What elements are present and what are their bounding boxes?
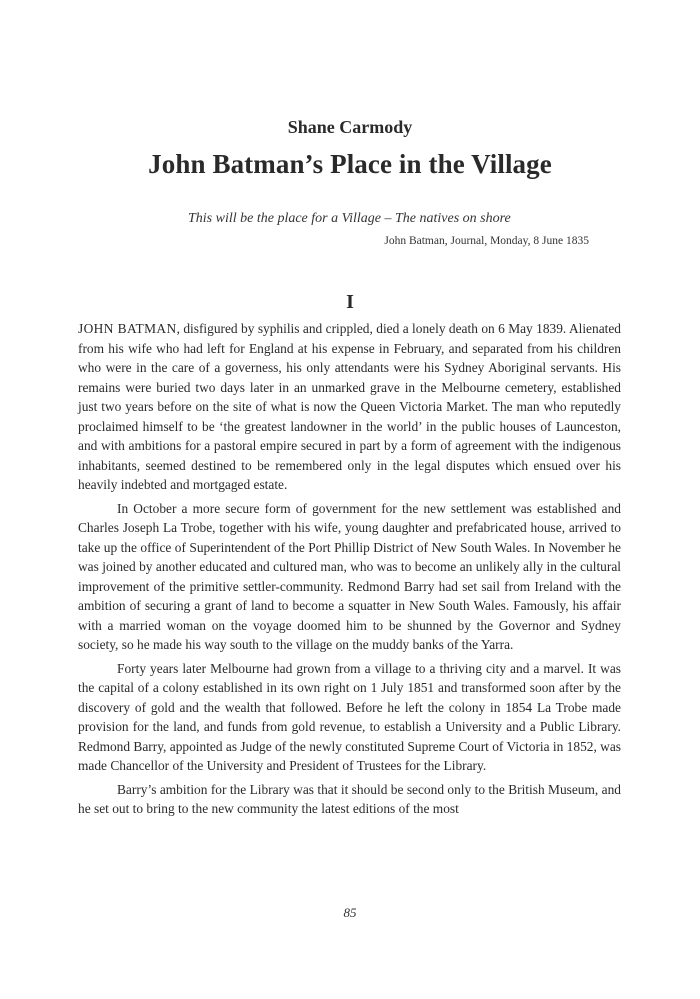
paragraph-1-text: , disfigured by syphilis and crippled, died a lonely death on 6 May 1839. Alienated from his wife who had left for England at his expense in February, and separated from his children who were in the care of a governess, his only attendants were his Sydney Aboriginal servants. His remains were buried two days later in an unmarked grave in the Melbourne cemetery, established just two years before on the site of what is now the Queen Victoria Market. The man who reputedly proclaimed himself to be ‘the greatest landowner in the world’ in the public houses of Launceston, and with ambitions for a pastoral empire secured in part by a form of agreement with the indigenous inhabitants, seemed destined to be remembered only in the legal disputes which ensued over his heavily indebted and mortgaged estate. bbox=[78, 321, 621, 492]
paragraph-4: Barry’s ambition for the Library was that it should be second only to the British Museum, and he set out to bring to the new community the latest editions of the most bbox=[78, 781, 621, 816]
chapter-title: John Batman’s Place in the Village bbox=[148, 149, 552, 179]
paragraph-3: Forty years later Melbourne had grown from a village to a thriving city and a marvel. It was the capital of a colony established in its own right on 1 July 1851 and transformed soon after by the discovery of gold and the wealth that followed. Before he left the colony in 1854 La Trobe made provision for the land, and funds from gold revenue, to establish a University and a Public Library. Redmond Barry, appointed as Judge of the newly constituted Supreme Court of Victoria in 1852, was made Chancellor of the University and President of Trustees for the Library. bbox=[78, 660, 621, 773]
page-number: 85 bbox=[343, 905, 357, 920]
epigraph-source: John Batman, Journal, Monday, 8 June 1835 bbox=[384, 235, 589, 247]
paragraph-lead: JOHN BATMAN bbox=[78, 321, 177, 336]
paragraph-2: In October a more secure form of government for the new settlement was established and Charles Joseph La Trobe, together with his wife, young daughter and prefabricated house, arrived to take up the office of Superintendent of the Port Phillip District of New South Wales. In November he was joined by another educated and cultured man, who was to become an unlikely ally in the cultural improvement of the primitive settler-community. Redmond Barry had set sail from Ireland with the ambition of securing a grant of land to become a squatter in New South Wales. Famously, his affair with a married woman on the voyage doomed him to be shunned by the Governor and Sydney society, so he made his way south to the village on the muddy banks of the Yarra. bbox=[78, 500, 621, 652]
section-numeral: I bbox=[346, 291, 354, 313]
body-text bbox=[78, 319, 621, 819]
epigraph-quote: This will be the place for a Village – The natives on shore bbox=[188, 211, 511, 226]
paragraph-1 bbox=[78, 319, 621, 495]
author-name: Shane Carmody bbox=[287, 117, 413, 137]
